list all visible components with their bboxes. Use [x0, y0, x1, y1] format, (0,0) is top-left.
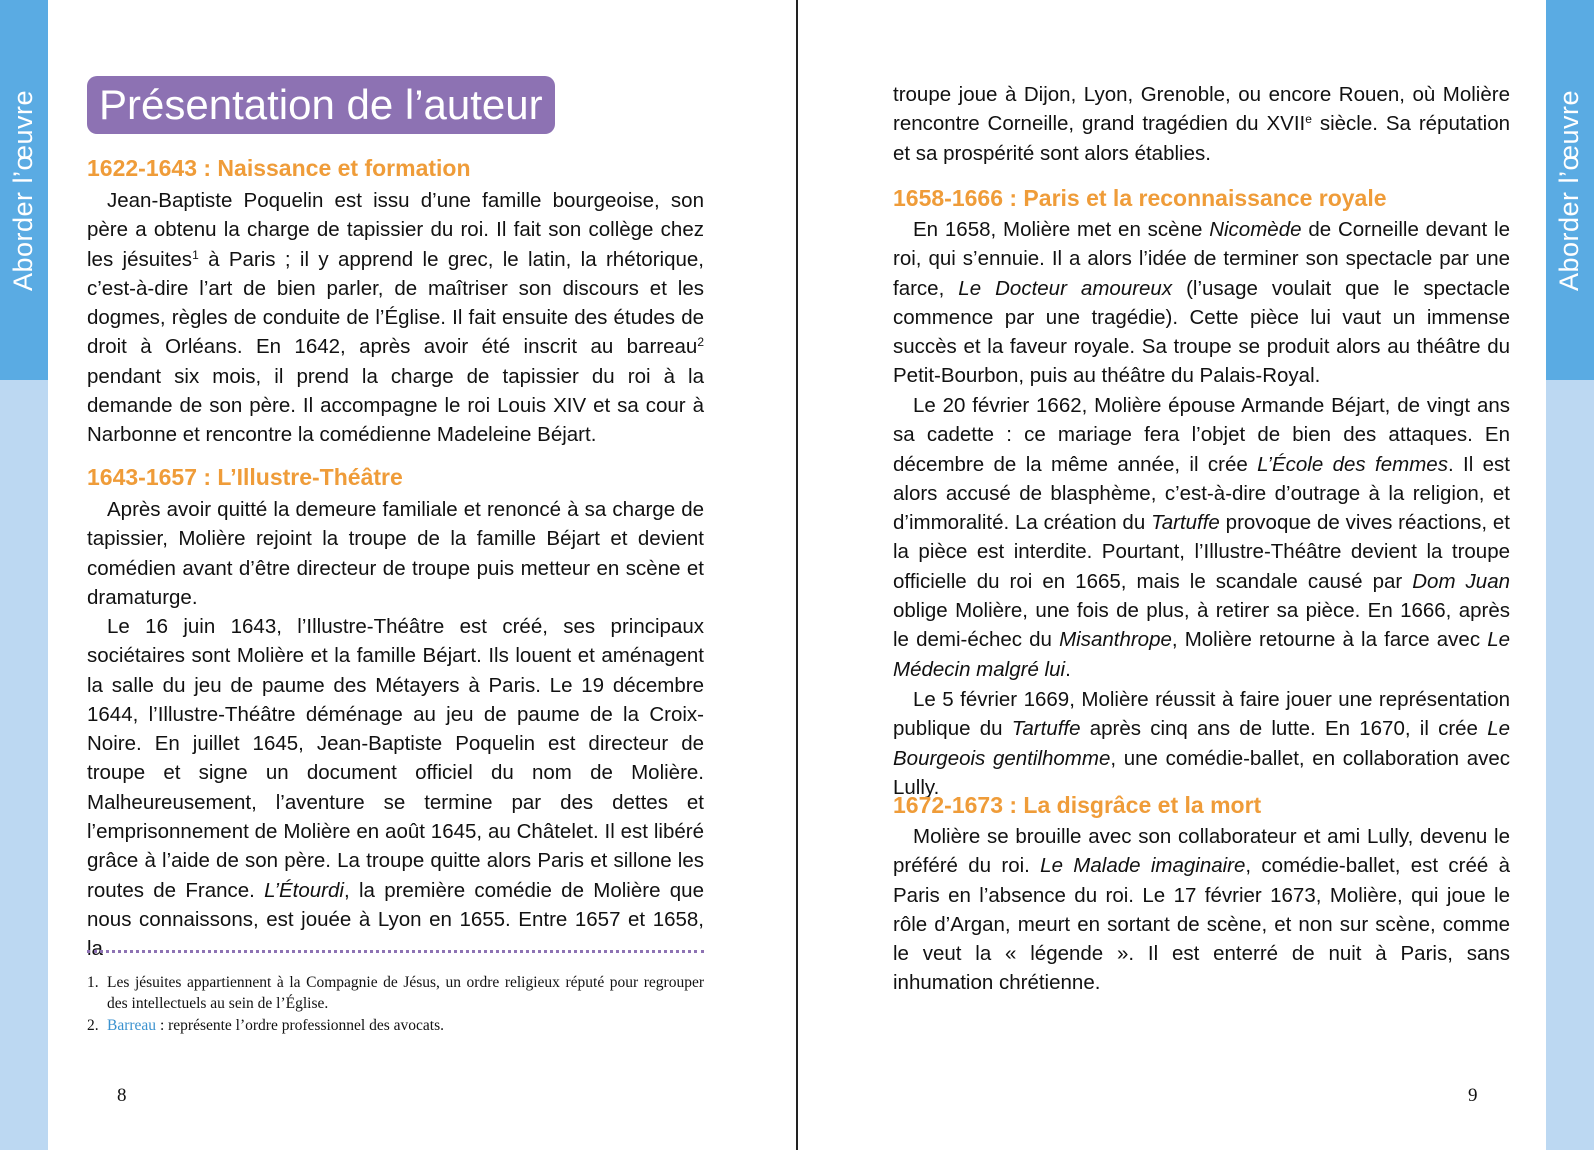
right-page [893, 0, 1510, 1150]
footnote-ref-2[interactable]: 2 [697, 335, 704, 350]
section-heading-3: 1658-1666 : Paris et la reconnaissance royale [893, 185, 1387, 211]
footnote-1 [87, 972, 704, 1014]
section-heading-2: 1643-1657 : L’Illustre-Théâtre [87, 464, 403, 490]
left-tab-label-text: Aborder l’œuvre [8, 89, 39, 291]
right-tab-label [1546, 0, 1594, 380]
section-4-paragraph: Molière se brouille avec son collaborateur et ami Lully, devenu le préféré du roi. Le Malade imaginaire, comédie-ballet, est créé à Paris en l’absence du roi. Le 17 février 1673, Molière, qui joue le rôle d’Argan, meurt en sortant de scène, et non sur scène, comme le veut la « légende ». Il est enterré de nuit à Paris, sans inhumation chrétienne. [893, 825, 1510, 995]
section-1-paragraph: Jean-Baptiste Poquelin est issu d’une famille bourgeoise, son père a obtenu la charge de tapissier du roi. Il fait son collège chez les jésuites$^1$ à Paris ; il y apprend le grec, le latin, la rhétorique, c’est-à-dire l’art de bien parler, de maîtriser son discours et les dogmes, règles de conduite de l’Église. Il fait ensuite des études de droit à Orléans. En 1642, après avoir été inscrit au barreau$^2$ pendant six mois, il prend la charge de tapissier du roi à la demande de son père. Il accompagne le roi Louis XIV et sa cour à Narbonne et rencontre la comédienne Madeleine Béjart. [87, 189, 704, 447]
left-tab-label [0, 0, 48, 380]
page-title: Présentation de l’auteur [87, 76, 555, 134]
section-3-paragraph-2: Le 20 février 1662, Molière épouse Armande Béjart, de vingt ans sa cadette : ce mariage fera l’objet de bien des attaques. En décembre de la même année, il crée L’École des femmes. Il est alors accusé de blasphème, c’est-à-dire d’outrage à la religion, et d’immoralité. La création du Tartuffe provoque de vives réactions, et la pièce est interdite. Pourtant, l’Illustre-Théâtre devient la troupe officielle du roi en 1665, mais le scandale causé par Dom Juan oblige Molière, une fois de plus, à retirer sa pièce. En 1666, après le demi-échec du Misanthrope, Molière retourne à la farce avec Le Médecin malgré lui. [893, 394, 1511, 681]
left-side-tab-strip [0, 0, 48, 1150]
footnote-2-term-link[interactable]: Barreau [107, 1017, 157, 1034]
footnote-divider [87, 950, 704, 953]
page-number-right: 9 [1468, 1085, 1478, 1106]
footnote-2-text: : représente l’ordre professionnel des avocats. [156, 1017, 444, 1034]
section-3-paragraph-3: Le 5 février 1669, Molière réussit à faire jouer une représentation publique du Tartuffe après cinq ans de lutte. En 1670, il crée Le Bourgeois gentilhomme, une comédie-ballet, en collaboration avec Lully. [893, 688, 1510, 799]
footnote-ref-1[interactable]: 1 [192, 247, 199, 262]
section-heading-1: 1622-1643 : Naissance et formation [87, 155, 471, 181]
footnote-1-number: 1. [87, 974, 99, 991]
right-tab-label-text: Aborder l’œuvre [1554, 89, 1585, 291]
section-heading-4: 1672-1673 : La disgrâce et la mort [893, 792, 1262, 818]
left-page [87, 0, 704, 1150]
continuation-paragraph: troupe joue à Dijon, Lyon, Grenoble, ou encore Rouen, où Molière rencontre Corneille, grand tragédien du XVIIe siècle. Sa réputation et sa prospérité sont alors établies. [893, 83, 1510, 165]
section-2-paragraph-1: Après avoir quitté la demeure familiale et renoncé à sa charge de tapissier, Molière rejoint la troupe de la famille Béjart et devient comédien avant d’être directeur de troupe puis metteur en scène et dramaturge. [87, 498, 704, 609]
right-side-tab-strip [1546, 0, 1594, 1150]
page-number-left: 8 [117, 1085, 127, 1106]
footnote-2-number: 2. [87, 1017, 99, 1034]
section-3-paragraph-1: En 1658, Molière met en scène Nicomède de Corneille devant le roi, qui s’ennuie. Il a alors l’idée de terminer son spectacle par une farce, Le Docteur amoureux (l’usage voulait que le spectacle commence par une tragédie). Cette pièce lui vaut un immense succès et la faveur royale. Sa troupe se produit alors au théâtre du Petit-Bourbon, puis au théâtre du Palais-Royal. [893, 218, 1510, 388]
footnote-2 [87, 1015, 704, 1036]
section-2-paragraph-2: Le 16 juin 1643, l’Illustre-Théâtre est créé, ses principaux sociétaires sont Molière et la famille Béjart. Ils louent et aménagent la salle du jeu de paume des Métayers à Paris. Le 19 décembre 1644, l’Illustre-Théâtre déménage au jeu de paume de la Croix-Noire. En juillet 1645, Jean-Baptiste Poquelin est directeur de troupe et signe un document officiel du nom de Molière. Malheureusement, l’aventure se termine par des dettes et l’emprisonnement de Molière en août 1645, au Châtelet. Il est libéré grâce à l’aide de son père. La troupe quitte alors Paris et sillone les routes de France. L’Étourdi, la première comédie de Molière que nous connaissons, est jouée à Lyon en 1655. Entre 1657 et 1658, la [87, 615, 704, 961]
page-gutter [796, 0, 798, 1150]
footnote-1-text: Les jésuites appartiennent à la Compagnie de Jésus, un ordre religieux réputé pour regrouper des intellectuels au sein de l’Église. [107, 974, 704, 1012]
